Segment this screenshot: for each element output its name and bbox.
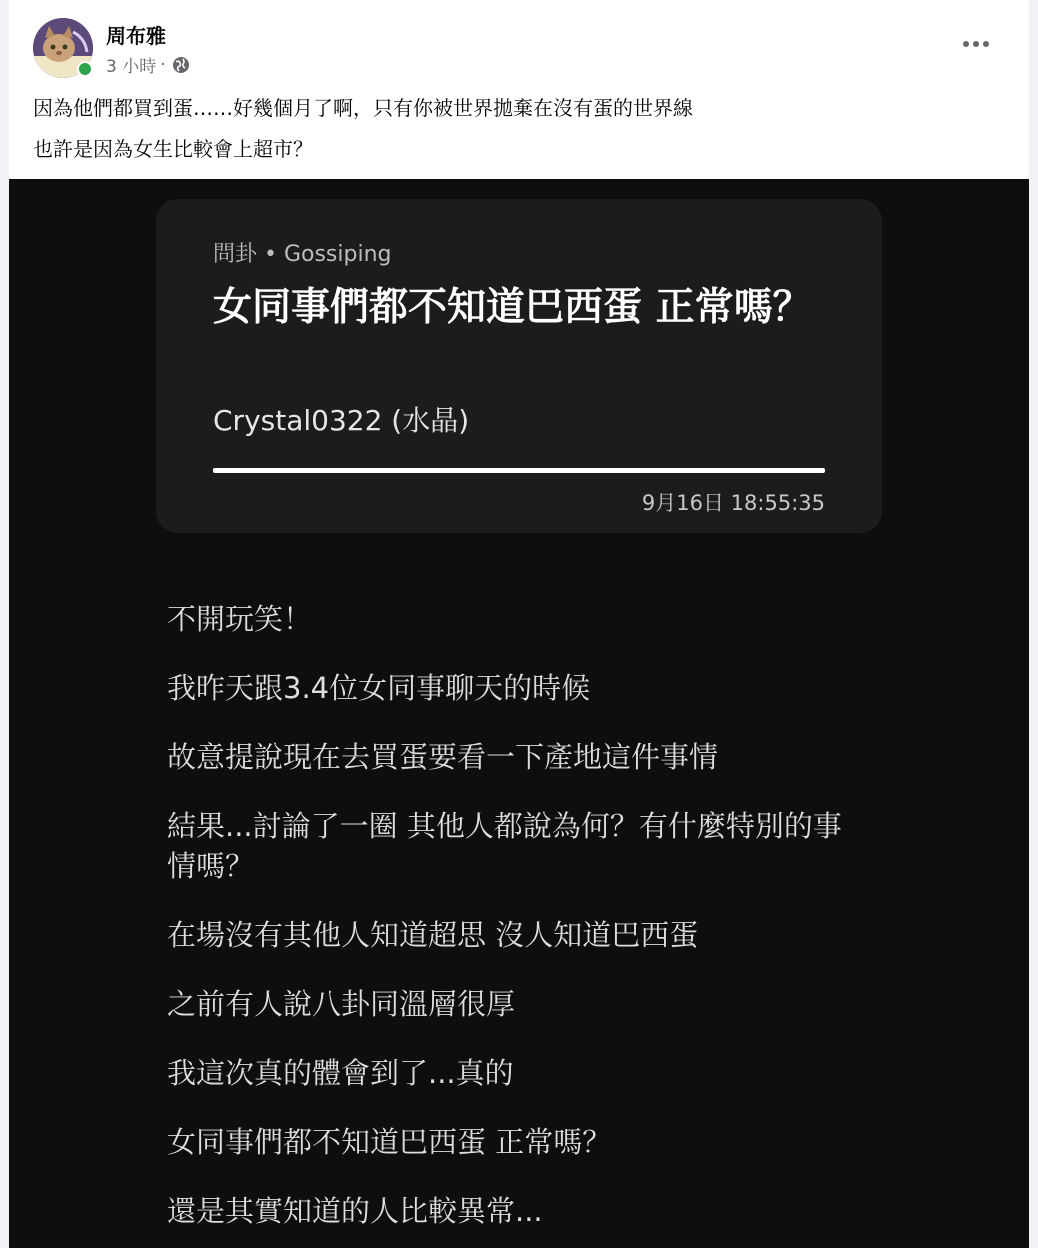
body-line: 之前有人說八卦同溫層很厚 [167, 987, 516, 1021]
post-text-line-1: 因為他們都買到蛋……好幾個月了啊，只有你被世界拋棄在沒有蛋的世界線 [33, 96, 693, 120]
post-card [9, 0, 1029, 1248]
divider [213, 468, 825, 473]
body-line: 故意提說現在去買蛋要看一下產地這件事情 [167, 740, 719, 774]
globe-icon[interactable] [172, 56, 190, 74]
post-header [9, 0, 1029, 180]
body-line: 不開玩笑！ [167, 602, 313, 636]
more-options-button[interactable] [956, 28, 996, 60]
board-label: 問卦 • Gossiping [213, 242, 392, 267]
body-line: 女同事們都不知道巴西蛋 正常嗎？ [167, 1125, 612, 1159]
post-image[interactable] [9, 179, 1029, 1248]
quote-title: 女同事們都不知道巴西蛋 正常嗎？ [213, 285, 812, 330]
quote-card [156, 199, 882, 533]
body-line: 還是其實知道的人比較異常... [167, 1194, 543, 1228]
body-line: 我這次真的體會到了...真的 [167, 1056, 514, 1090]
body-line: 我昨天跟3.4位女同事聊天的時候 [167, 671, 591, 705]
quote-timestamp: 9月16日 18:55:35 [641, 491, 825, 515]
online-status-dot [77, 61, 93, 77]
quote-author: Crystal0322 (水晶) [213, 404, 470, 437]
meta-separator: · [160, 54, 166, 75]
post-meta [106, 52, 190, 77]
author-name[interactable]: 周布雅 [106, 24, 166, 48]
body-line: 結果...討論了一圈 其他人都說為何？有什麼特別的事情嗎？ [167, 809, 842, 883]
body-line: 在場沒有其他人知道超思 沒人知道巴西蛋 [167, 918, 699, 952]
article-body [167, 599, 867, 1248]
post-text-line-2: 也許是因為女生比較會上超市？ [33, 137, 313, 161]
more-horizontal-icon [963, 41, 989, 47]
post-time[interactable]: 3 小時 [106, 57, 157, 77]
